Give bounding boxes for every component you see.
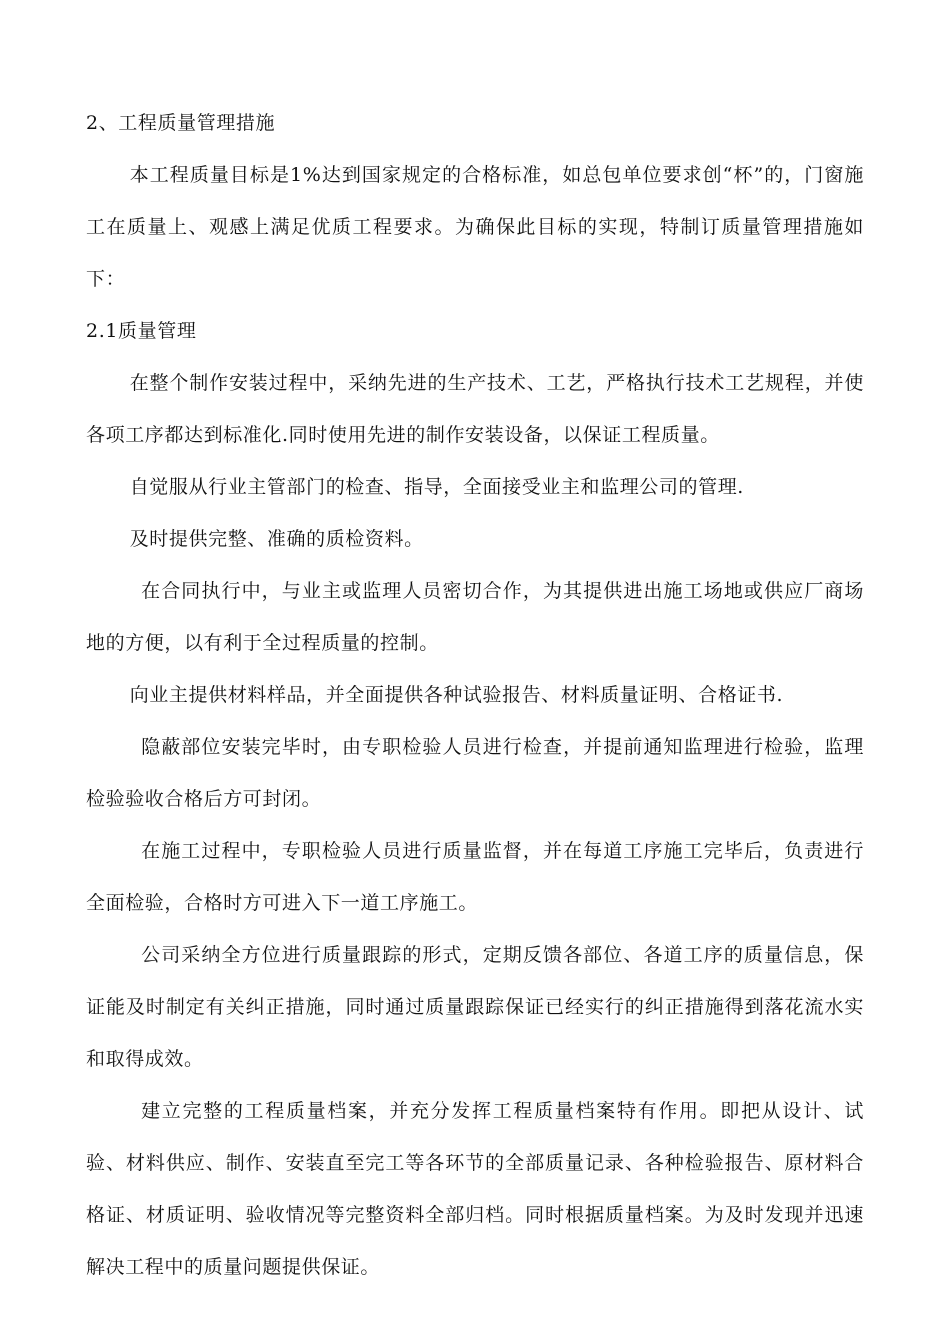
- document-body: [86, 97, 864, 1293]
- paragraph-cooperation: 在合同执行中，与业主或监理人员密切合作，为其提供进出施工场地或供应厂商场地的方便，以有利于全过程质量的控制。: [86, 580, 864, 654]
- subsection-heading: 2.1质量管理: [86, 320, 197, 342]
- paragraph-inspection-data: 及时提供完整、准确的质检资料。: [129, 528, 424, 550]
- paragraph-quality-tracking: 公司采纳全方位进行质量跟踪的形式，定期反馈各部位、各道工序的质量信息，保证能及时制定有关纠正措施，同时通过质量跟踪保证已经实行的纠正措施得到落花流水实和取得成效。: [86, 944, 864, 1070]
- paragraph-process: 在整个制作安装过程中，采纳先进的生产技术、工艺，严格执行技术工艺规程，并使各项工序都达到标准化.同时使用先进的制作安装设备，以保证工程质量。: [86, 372, 864, 446]
- section-heading: 2、工程质量管理措施: [86, 112, 276, 134]
- paragraph-samples: 向业主提供材料样品，并全面提供各种试验报告、材料质量证明、合格证书.: [129, 684, 784, 706]
- intro-paragraph: 本工程质量目标是1%达到国家规定的合格标准，如总包单位要求创“杯”的，门窗施工在质量上、观感上满足优质工程要求。为确保此目标的实现，特制订质量管理措施如下：: [86, 164, 864, 290]
- paragraph-concealed-parts: 隐蔽部位安装完毕时，由专职检验人员进行检查，并提前通知监理进行检验，监理检验验收合格后方可封闭。: [86, 736, 864, 810]
- paragraph-quality-supervision: 在施工过程中，专职检验人员进行质量监督，并在每道工序施工完毕后，负责进行全面检验，合格时方可进入下一道工序施工。: [86, 840, 864, 914]
- paragraph-supervision: 自觉服从行业主管部门的检查、指导，全面接受业主和监理公司的管理.: [129, 476, 744, 498]
- paragraph-quality-archive: 建立完整的工程质量档案，并充分发挥工程质量档案特有作用。即把从设计、试验、材料供应、制作、安装直至完工等各环节的全部质量记录、各种检验报告、原材料合格证、材质证明、验收情况等完整资料全部归档。同时根据质量档案。为及时发现并迅速解决工程中的质量问题提供保证。: [86, 1100, 864, 1278]
